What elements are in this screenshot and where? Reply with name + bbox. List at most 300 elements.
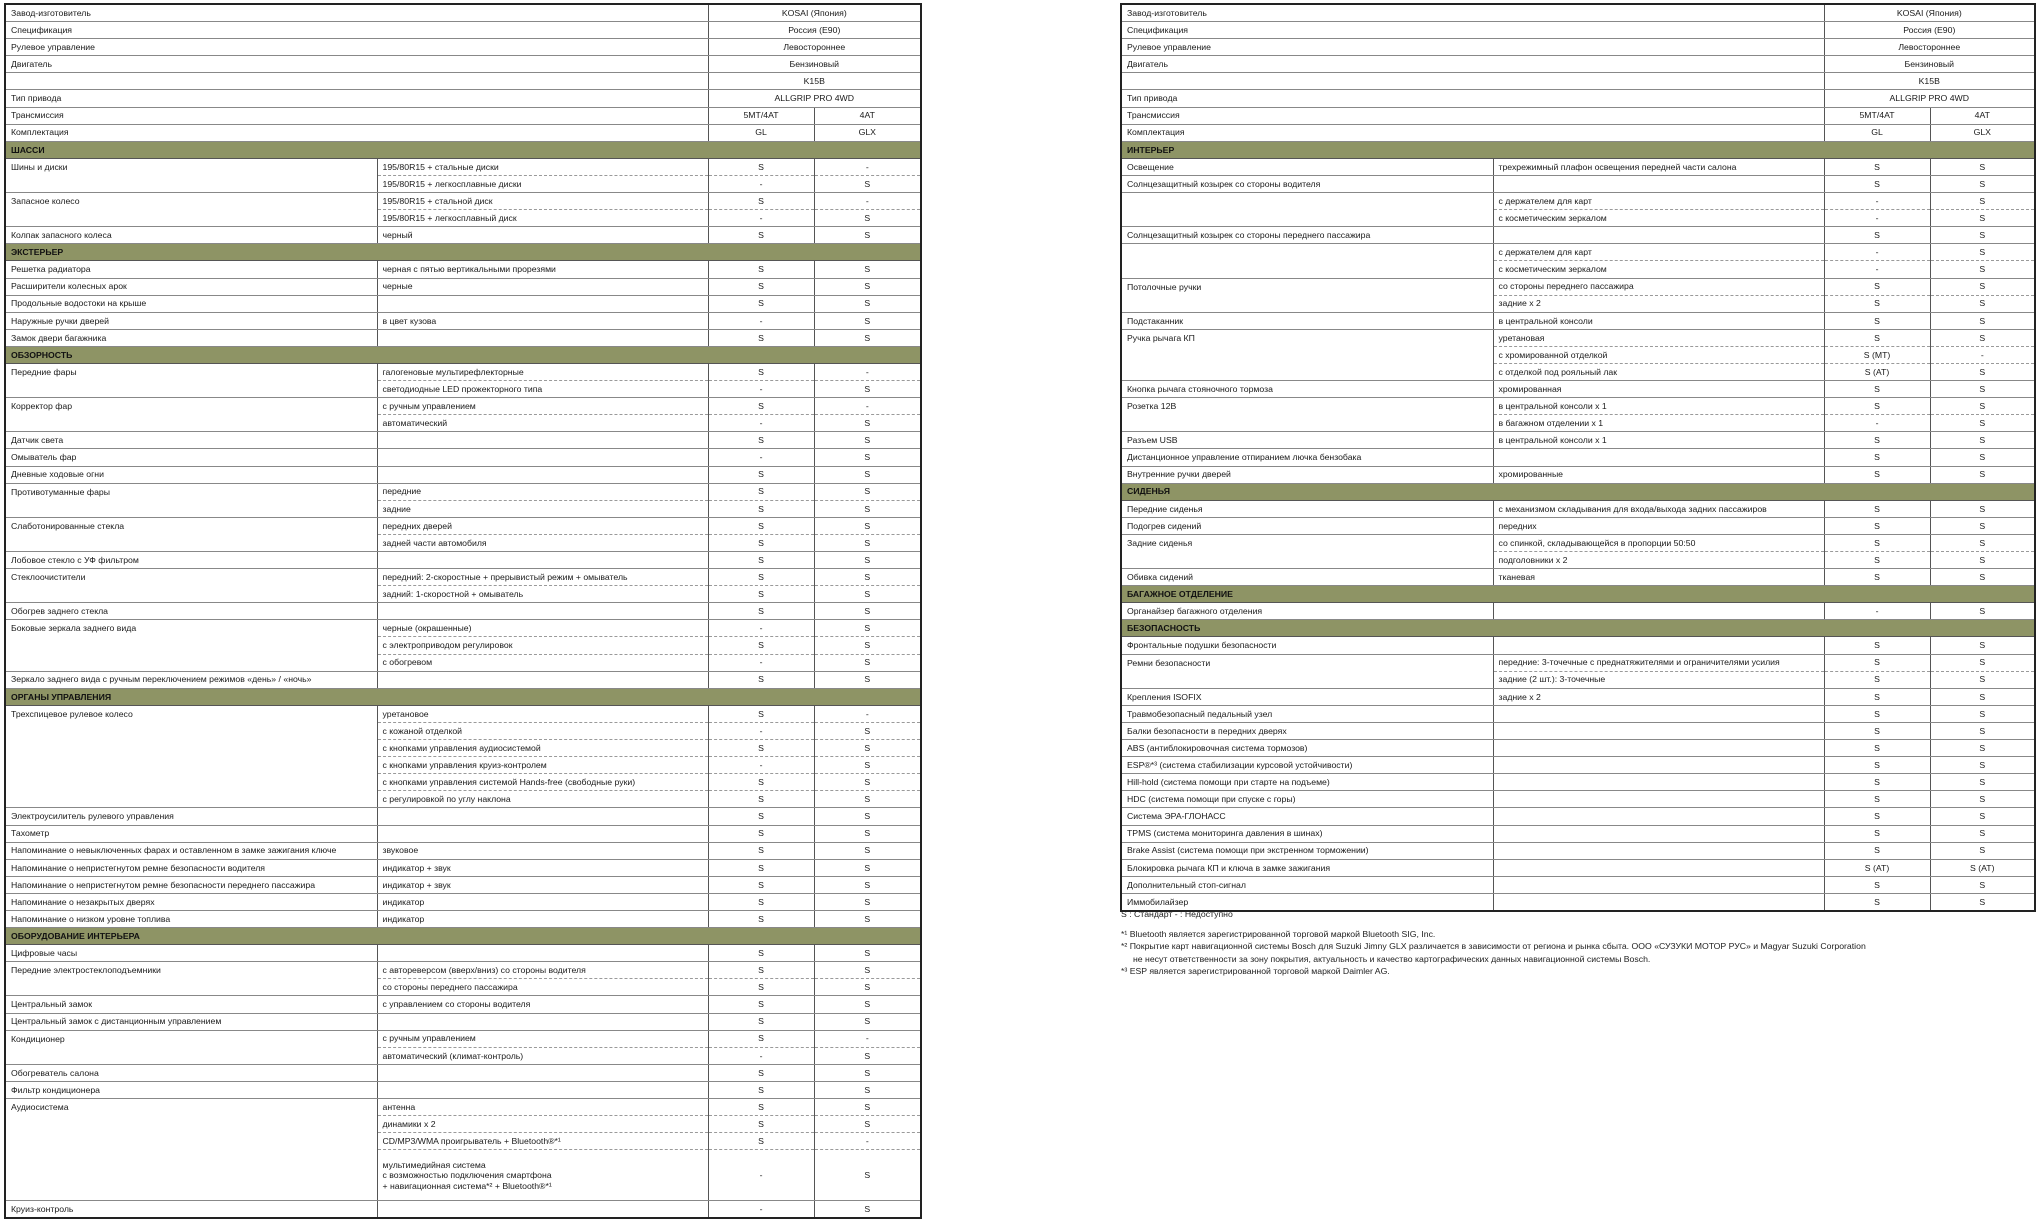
value-gl: S <box>708 893 814 910</box>
value-gl: S <box>1824 705 1930 722</box>
feature-option: с кожаной отделкой <box>377 722 708 739</box>
feature-name: Напоминание о незакрытых дверях <box>5 893 377 910</box>
left-spec-table <box>4 3 922 1219</box>
table-row <box>1121 774 2035 791</box>
value-glx: S <box>814 808 921 825</box>
feature-option: в центральной консоли x 1 <box>1493 432 1824 449</box>
value-gl: S <box>708 295 814 312</box>
table-row <box>5 825 921 842</box>
value-gl: S <box>708 842 814 859</box>
value-gl: - <box>708 1201 814 1219</box>
value-gl: - <box>1824 415 1930 432</box>
table-row <box>5 637 921 654</box>
value-glx: - <box>814 1030 921 1047</box>
value-gl: S <box>708 534 814 551</box>
feature-option <box>1493 757 1824 774</box>
value-gl: S (AT) <box>1824 363 1930 380</box>
value-gl: S <box>708 278 814 295</box>
feature-name: Наружные ручки дверей <box>5 312 377 329</box>
grade-label: Комплектация <box>5 124 708 141</box>
feature-name: Розетка 12В <box>1121 398 1493 415</box>
transmission-label: Трансмиссия <box>5 107 708 124</box>
table-row <box>5 210 921 227</box>
value-gl: S <box>708 158 814 175</box>
value-gl: - <box>708 1150 814 1201</box>
value-gl: S <box>1824 381 1930 398</box>
header-label: Спецификация <box>1121 22 1824 39</box>
value-glx: S <box>814 1099 921 1116</box>
feature-name: Решетка радиатора <box>5 261 377 278</box>
header-label: Тип привода <box>5 90 708 107</box>
value-glx: S <box>814 722 921 739</box>
value-gl: - <box>708 312 814 329</box>
value-glx: S <box>1930 175 2035 192</box>
value-gl: - <box>708 757 814 774</box>
value-gl: S <box>1824 757 1930 774</box>
feature-option: черный <box>377 227 708 244</box>
transmission-glx: 4AT <box>1930 107 2035 124</box>
header-value: K15B <box>1824 73 2035 90</box>
feature-option: задние x 2 <box>1493 688 1824 705</box>
feature-name: Кнопка рычага стояночного тормоза <box>1121 381 1493 398</box>
feature-option: 195/80R15 + стальной диск <box>377 193 708 210</box>
value-gl: S (AT) <box>1824 859 1930 876</box>
table-row <box>5 979 921 996</box>
table-row <box>5 722 921 739</box>
value-glx: S <box>814 962 921 979</box>
header-value: Россия (E90) <box>1824 22 2035 39</box>
header-row <box>5 39 921 56</box>
feature-name: Напоминание о невыключенных фарах и оставленном в замке зажигания ключе <box>5 842 377 859</box>
section-title: ОРГАНЫ УПРАВЛЕНИЯ <box>5 688 921 705</box>
value-glx: S <box>814 757 921 774</box>
header-row <box>5 56 921 73</box>
feature-option <box>377 603 708 620</box>
value-glx: S <box>1930 876 2035 893</box>
table-row <box>5 1013 921 1030</box>
table-row <box>1121 808 2035 825</box>
table-row <box>1121 722 2035 739</box>
value-gl: S <box>1824 278 1930 295</box>
feature-name <box>5 979 377 996</box>
feature-option <box>377 295 708 312</box>
feature-option: с электроприводом регулировок <box>377 637 708 654</box>
feature-name: Кондиционер <box>5 1030 377 1047</box>
feature-name: Лобовое стекло с УФ фильтром <box>5 552 377 569</box>
feature-option: с механизмом складывания для входа/выхода задних пассажиров <box>1493 500 1824 517</box>
value-gl: S <box>1824 466 1930 483</box>
table-row <box>5 671 921 688</box>
value-glx: S <box>1930 363 2035 380</box>
table-row <box>5 842 921 859</box>
feature-option <box>377 449 708 466</box>
feature-name: Солнцезащитный козырек со стороны водителя <box>1121 175 1493 192</box>
value-gl: - <box>1824 210 1930 227</box>
table-row <box>5 1133 921 1150</box>
value-gl: S <box>708 910 814 927</box>
feature-option: уретановая <box>1493 329 1824 346</box>
table-row <box>5 227 921 244</box>
value-gl: S <box>1824 791 1930 808</box>
value-glx: S <box>814 175 921 192</box>
header-value: Бензиновый <box>708 56 921 73</box>
table-row <box>5 808 921 825</box>
value-glx: - <box>814 158 921 175</box>
value-glx: S <box>814 1064 921 1081</box>
value-gl: - <box>708 449 814 466</box>
header-value: KOSAI (Япония) <box>1824 4 2035 22</box>
feature-name: Передние электростеклоподъемники <box>5 962 377 979</box>
feature-option <box>377 671 708 688</box>
value-glx: S <box>1930 774 2035 791</box>
value-glx: S <box>814 910 921 927</box>
table-row <box>1121 381 2035 398</box>
feature-option <box>377 552 708 569</box>
feature-name: Замок двери багажника <box>5 329 377 346</box>
value-gl: S <box>708 1030 814 1047</box>
table-row <box>1121 158 2035 175</box>
value-gl: - <box>708 654 814 671</box>
value-glx: S <box>1930 415 2035 432</box>
value-gl: S <box>1824 449 1930 466</box>
table-row <box>5 603 921 620</box>
table-row <box>1121 876 2035 893</box>
feature-option: в багажном отделении x 1 <box>1493 415 1824 432</box>
feature-name: Боковые зеркала заднего вида <box>5 620 377 637</box>
section-header-row <box>1121 141 2035 158</box>
feature-name: Напоминание о низком уровне топлива <box>5 910 377 927</box>
feature-name <box>5 415 377 432</box>
header-value: Бензиновый <box>1824 56 2035 73</box>
feature-option <box>377 1013 708 1030</box>
feature-name <box>1121 210 1493 227</box>
feature-option: антенна <box>377 1099 708 1116</box>
value-glx: S <box>814 261 921 278</box>
value-glx: S <box>1930 603 2035 620</box>
feature-name: Расширители колесных арок <box>5 278 377 295</box>
value-gl: S <box>708 945 814 962</box>
feature-option: с кнопками управления круиз-контролем <box>377 757 708 774</box>
table-row <box>5 363 921 380</box>
value-gl: S (MT) <box>1824 346 1930 363</box>
feature-option: со стороны переднего пассажира <box>377 979 708 996</box>
value-gl: S <box>708 1099 814 1116</box>
feature-option <box>1493 791 1824 808</box>
footnotes <box>1121 908 1866 978</box>
value-glx: S <box>814 432 921 449</box>
header-value: KOSAI (Япония) <box>708 4 921 22</box>
feature-name <box>5 534 377 551</box>
feature-option: галогеновые мультирефлекторные <box>377 363 708 380</box>
value-gl: S <box>1824 329 1930 346</box>
table-row <box>5 893 921 910</box>
feature-name <box>5 757 377 774</box>
table-row <box>1121 705 2035 722</box>
feature-option: с управлением со стороны водителя <box>377 996 708 1013</box>
feature-option: задний: 1-скоростной + омыватель <box>377 586 708 603</box>
feature-name <box>5 654 377 671</box>
table-row <box>5 500 921 517</box>
value-glx: S <box>814 825 921 842</box>
section-title: ШАССИ <box>5 141 921 158</box>
feature-option <box>1493 227 1824 244</box>
value-gl: S <box>708 1081 814 1098</box>
grade-row <box>5 124 921 141</box>
feature-option <box>377 432 708 449</box>
feature-option: с ручным управлением <box>377 1030 708 1047</box>
table-row <box>5 175 921 192</box>
section-title: ИНТЕРЬЕР <box>1121 141 2035 158</box>
table-row <box>5 586 921 603</box>
value-gl: S <box>708 808 814 825</box>
table-row <box>5 312 921 329</box>
value-gl: S <box>708 1064 814 1081</box>
value-glx: - <box>814 363 921 380</box>
feature-option: хромированные <box>1493 466 1824 483</box>
feature-name: Противотуманные фары <box>5 483 377 500</box>
table-row <box>5 654 921 671</box>
table-row <box>1121 193 2035 210</box>
feature-option: трехрежимный плафон освещения передней части салона <box>1493 158 1824 175</box>
value-gl: S <box>708 740 814 757</box>
section-header-row <box>5 928 921 945</box>
value-gl: - <box>708 415 814 432</box>
value-gl: S <box>708 825 814 842</box>
feature-name: Система ЭРА-ГЛОНАСС <box>1121 808 1493 825</box>
value-glx: S <box>814 791 921 808</box>
feature-name: Слаботонированные стекла <box>5 517 377 534</box>
value-glx: S <box>1930 569 2035 586</box>
feature-option <box>1493 722 1824 739</box>
value-glx: - <box>814 705 921 722</box>
feature-option <box>1493 603 1824 620</box>
value-glx: S (AT) <box>1930 859 2035 876</box>
header-value: ALLGRIP PRO 4WD <box>1824 90 2035 107</box>
grade-row <box>1121 124 2035 141</box>
table-row <box>5 295 921 312</box>
value-gl: S <box>1824 175 1930 192</box>
value-glx: S <box>1930 808 2035 825</box>
value-gl: S <box>1824 312 1930 329</box>
value-glx: S <box>1930 500 2035 517</box>
feature-option: со спинкой, складывающейся в пропорции 50:50 <box>1493 534 1824 551</box>
feature-name: Дистанционное управление отпиранием лючка бензобака <box>1121 449 1493 466</box>
value-glx: S <box>1930 842 2035 859</box>
value-glx: S <box>814 996 921 1013</box>
transmission-gl: 5MT/4AT <box>708 107 814 124</box>
feature-name <box>5 500 377 517</box>
feature-option <box>377 825 708 842</box>
feature-name: Датчик света <box>5 432 377 449</box>
feature-name: Балки безопасности в передних дверях <box>1121 722 1493 739</box>
header-value: Россия (E90) <box>708 22 921 39</box>
feature-option <box>377 808 708 825</box>
value-gl: S <box>708 859 814 876</box>
feature-name: Центральный замок с дистанционным управлением <box>5 1013 377 1030</box>
feature-option: 195/80R15 + легкосплавный диск <box>377 210 708 227</box>
value-glx: S <box>814 1047 921 1064</box>
table-row <box>5 552 921 569</box>
value-gl: S <box>708 569 814 586</box>
feature-name: Органайзер багажного отделения <box>1121 603 1493 620</box>
value-glx: S <box>1930 654 2035 671</box>
value-gl: S <box>1824 808 1930 825</box>
section-title: СИДЕНЬЯ <box>1121 483 2035 500</box>
feature-option: автоматический <box>377 415 708 432</box>
feature-name: Стеклоочистители <box>5 569 377 586</box>
table-row <box>5 910 921 927</box>
value-glx: S <box>1930 449 2035 466</box>
feature-name <box>5 210 377 227</box>
value-glx: S <box>1930 329 2035 346</box>
feature-option <box>377 1150 708 1201</box>
feature-option-text: мультимедийная система с возможностью подключения смартфона + навигационная система*² + Bluetooth®*¹ <box>382 1159 552 1191</box>
table-row <box>1121 825 2035 842</box>
section-header-row <box>1121 586 2035 603</box>
footnote-2: *² Покрытие карт навигационной системы Bosch для Suzuki Jimny GLX различается в зависимости от региона и рынка сбыта. ООО «СУЗУКИ МОТОР РУС» и Magyar Suzuki Corporation <box>1121 941 1866 952</box>
feature-name <box>5 586 377 603</box>
feature-name <box>5 175 377 192</box>
value-glx: S <box>814 1116 921 1133</box>
value-glx: S <box>1930 517 2035 534</box>
feature-name <box>5 774 377 791</box>
value-gl: S <box>708 363 814 380</box>
value-gl: S <box>1824 432 1930 449</box>
feature-option: уретановое <box>377 705 708 722</box>
feature-name: Солнцезащитный козырек со стороны переднего пассажира <box>1121 227 1493 244</box>
value-glx: S <box>1930 398 2035 415</box>
value-glx: S <box>814 569 921 586</box>
transmission-gl: 5MT/4AT <box>1824 107 1930 124</box>
value-glx: S <box>814 534 921 551</box>
value-glx: S <box>814 1201 921 1219</box>
header-row <box>1121 73 2035 90</box>
feature-option: передний: 2-скоростные + прерывистый режим + омыватель <box>377 569 708 586</box>
value-glx: S <box>1930 893 2035 911</box>
grade-label: Комплектация <box>1121 124 1824 141</box>
value-glx: S <box>814 329 921 346</box>
value-gl: S <box>708 671 814 688</box>
feature-option <box>1493 825 1824 842</box>
grade-glx: GLX <box>1930 124 2035 141</box>
table-row <box>1121 466 2035 483</box>
grade-gl: GL <box>1824 124 1930 141</box>
value-glx: S <box>814 654 921 671</box>
table-row <box>5 398 921 415</box>
table-row <box>5 381 921 398</box>
table-row <box>1121 227 2035 244</box>
feature-option: задние x 2 <box>1493 295 1824 312</box>
section-title: БЕЗОПАСНОСТЬ <box>1121 620 2035 637</box>
feature-name <box>1121 295 1493 312</box>
value-glx: S <box>1930 244 2035 261</box>
feature-name: Ремни безопасности <box>1121 654 1493 671</box>
value-glx: S <box>1930 825 2035 842</box>
feature-option: с кнопками управления аудиосистемой <box>377 740 708 757</box>
value-gl: S <box>708 1116 814 1133</box>
table-row <box>1121 859 2035 876</box>
table-row <box>5 569 921 586</box>
header-row <box>1121 39 2035 56</box>
table-row <box>5 278 921 295</box>
value-gl: S <box>708 552 814 569</box>
header-value: Левостороннее <box>708 39 921 56</box>
value-gl: S <box>708 398 814 415</box>
header-row <box>5 22 921 39</box>
value-gl: S <box>708 586 814 603</box>
feature-name <box>5 1047 377 1064</box>
feature-option: с автореверсом (вверх/вниз) со стороны водителя <box>377 962 708 979</box>
header-label: Тип привода <box>1121 90 1824 107</box>
feature-name <box>1121 552 1493 569</box>
value-glx: S <box>814 671 921 688</box>
value-gl: - <box>1824 193 1930 210</box>
table-row <box>1121 398 2035 415</box>
table-row <box>1121 295 2035 312</box>
value-glx: S <box>1930 381 2035 398</box>
value-gl: S <box>1824 227 1930 244</box>
feature-option: с косметическим зеркалом <box>1493 261 1824 278</box>
table-row <box>1121 740 2035 757</box>
feature-name: Шины и диски <box>5 158 377 175</box>
value-glx: S <box>814 415 921 432</box>
section-title: ОБЗОРНОСТЬ <box>5 346 921 363</box>
feature-option: звуковое <box>377 842 708 859</box>
value-gl: S <box>708 979 814 996</box>
feature-name: Аудиосистема <box>5 1099 377 1116</box>
value-gl: S <box>1824 295 1930 312</box>
value-gl: S <box>1824 158 1930 175</box>
value-gl: S <box>708 227 814 244</box>
value-glx: S <box>814 637 921 654</box>
value-gl: S <box>1824 688 1930 705</box>
value-gl: S <box>708 466 814 483</box>
table-row <box>5 1047 921 1064</box>
value-glx: S <box>1930 210 2035 227</box>
table-row <box>1121 210 2035 227</box>
transmission-row <box>1121 107 2035 124</box>
value-gl: S <box>708 193 814 210</box>
feature-option: с косметическим зеркалом <box>1493 210 1824 227</box>
value-gl: S <box>708 996 814 1013</box>
feature-name <box>5 1150 377 1201</box>
value-gl: - <box>1824 261 1930 278</box>
table-row <box>5 432 921 449</box>
value-gl: S <box>708 261 814 278</box>
feature-name <box>5 637 377 654</box>
footnote-3: *³ ESP является зарегистрированной торговой маркой Daimler AG. <box>1121 966 1390 977</box>
table-row <box>1121 842 2035 859</box>
legend: S : Стандарт - : Недоступно <box>1121 909 1233 919</box>
feature-option <box>1493 175 1824 192</box>
value-glx: S <box>814 893 921 910</box>
value-glx: S <box>1930 637 2035 654</box>
table-row <box>1121 637 2035 654</box>
feature-name: Ручка рычага КП <box>1121 329 1493 346</box>
feature-name: Напоминание о непристегнутом ремне безопасности переднего пассажира <box>5 876 377 893</box>
feature-name: Дополнительный стоп-сигнал <box>1121 876 1493 893</box>
feature-name <box>5 1133 377 1150</box>
value-glx: S <box>814 859 921 876</box>
feature-name: Освещение <box>1121 158 1493 175</box>
value-gl: S <box>1824 654 1930 671</box>
value-glx: S <box>1930 740 2035 757</box>
feature-option: с регулировкой по углу наклона <box>377 791 708 808</box>
table-row <box>5 962 921 979</box>
feature-name <box>1121 261 1493 278</box>
value-glx: S <box>814 586 921 603</box>
section-header-row <box>1121 483 2035 500</box>
